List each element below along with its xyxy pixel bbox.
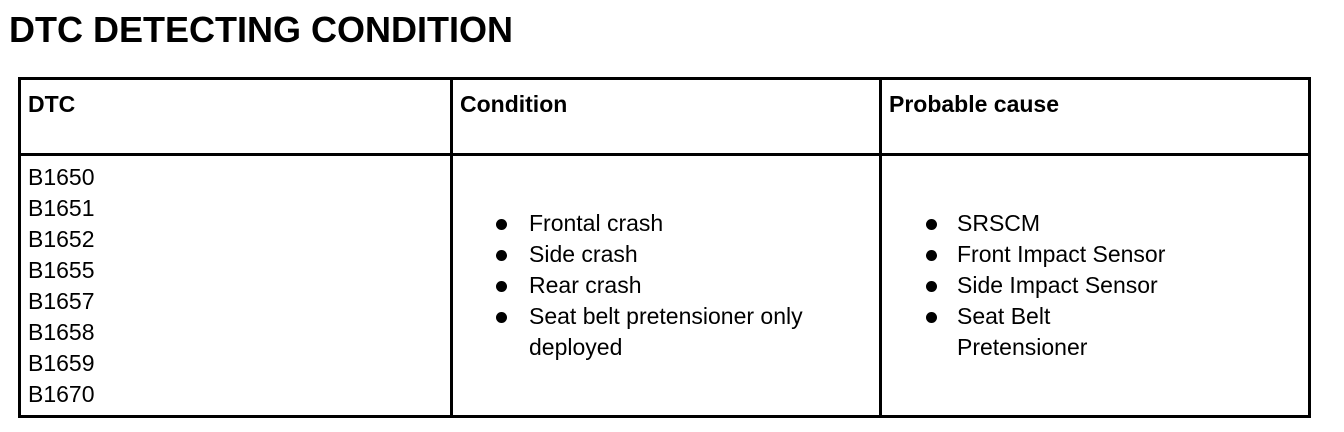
probable-cause-list	[882, 208, 1308, 363]
dtc-table	[18, 77, 1311, 418]
bullet-icon	[496, 281, 507, 292]
table-row	[20, 155, 1310, 417]
bullet-icon	[926, 250, 937, 261]
cause-text: SRSCM	[957, 210, 1041, 236]
table-header-row	[20, 79, 1310, 155]
dtc-code: B1655	[28, 257, 95, 283]
list-item	[882, 270, 1308, 301]
list-item	[453, 270, 879, 301]
bullet-icon	[496, 219, 507, 230]
probable-cause-cell	[881, 155, 1310, 417]
bullet-icon	[926, 312, 937, 323]
condition-text: Rear crash	[529, 272, 642, 298]
list-item	[882, 239, 1308, 270]
condition-list	[453, 208, 879, 363]
list-item	[882, 301, 1308, 363]
bullet-icon	[926, 219, 937, 230]
condition-cell	[452, 155, 881, 417]
dtc-code: B1658	[28, 319, 95, 345]
column-header-condition: Condition	[452, 79, 881, 155]
condition-text: Seat belt pretensioner only deployed	[529, 303, 803, 360]
dtc-codes-cell	[20, 155, 452, 417]
dtc-code: B1659	[28, 350, 95, 376]
bullet-icon	[496, 250, 507, 261]
cause-text: Seat Belt Pretensioner	[957, 303, 1088, 360]
cause-text: Side Impact Sensor	[957, 272, 1158, 298]
dtc-code: B1670	[28, 381, 95, 407]
dtc-code: B1652	[28, 226, 95, 252]
page-title: DTC DETECTING CONDITION	[9, 9, 513, 50]
bullet-icon	[926, 281, 937, 292]
dtc-code: B1650	[28, 164, 95, 190]
condition-text: Side crash	[529, 241, 638, 267]
cause-text: Front Impact Sensor	[957, 241, 1166, 267]
dtc-code: B1657	[28, 288, 95, 314]
column-header-dtc: DTC	[20, 79, 452, 155]
list-item	[453, 239, 879, 270]
condition-text: Frontal crash	[529, 210, 664, 236]
dtc-code: B1651	[28, 195, 95, 221]
list-item	[453, 208, 879, 239]
list-item	[882, 208, 1308, 239]
column-header-probable-cause: Probable cause	[881, 79, 1310, 155]
list-item	[453, 301, 879, 363]
bullet-icon	[496, 312, 507, 323]
